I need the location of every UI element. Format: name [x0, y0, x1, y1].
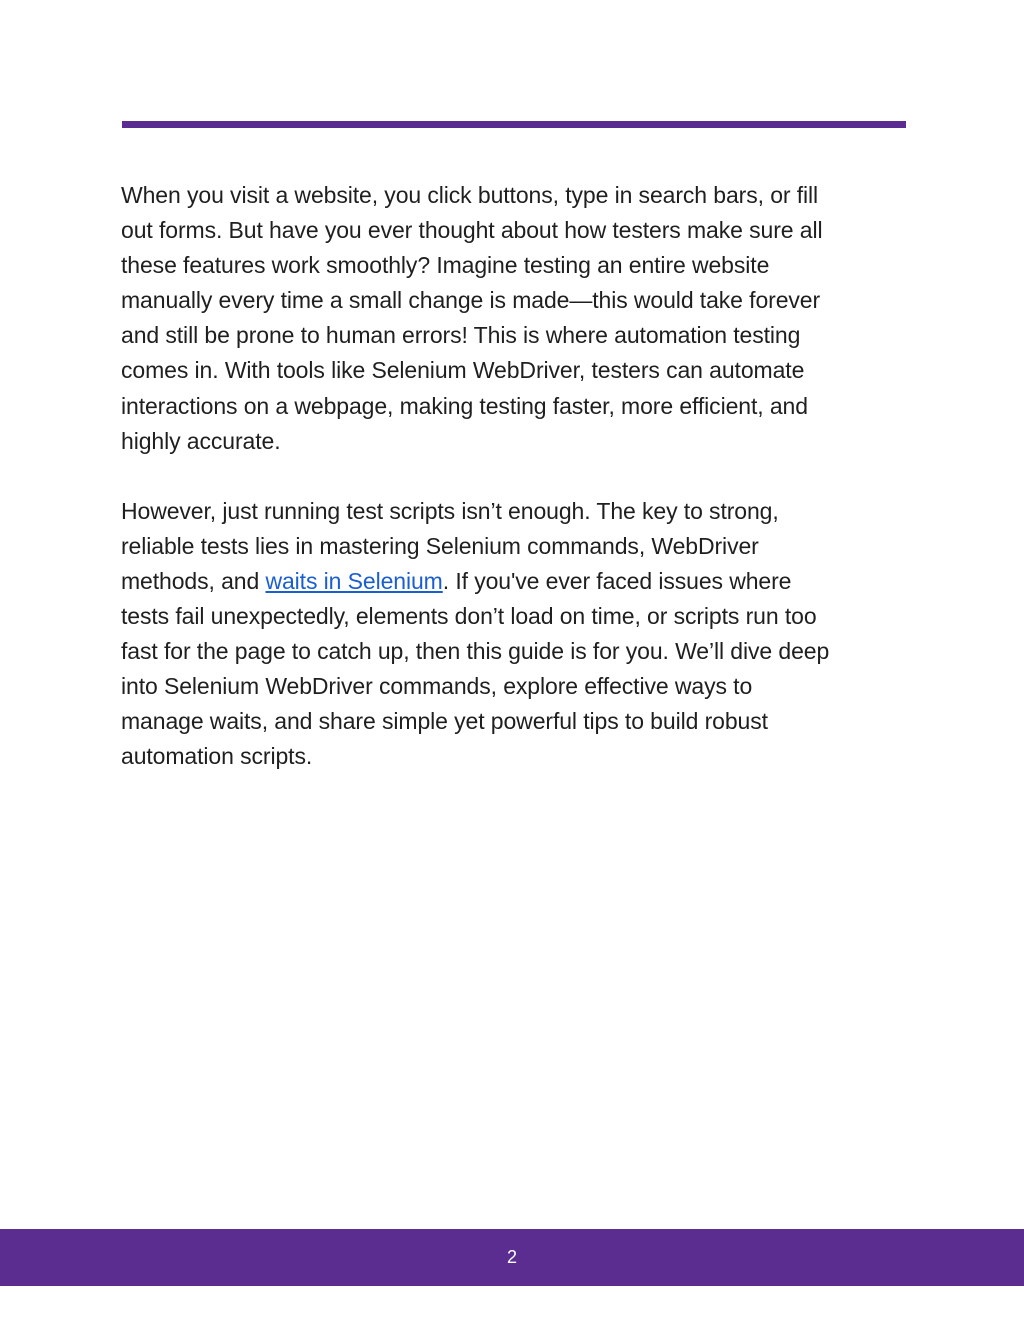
- document-body: [121, 178, 911, 775]
- waits-in-selenium-link[interactable]: waits in Selenium: [265, 567, 443, 594]
- page-number: 2: [506, 1247, 517, 1267]
- intro-paragraph: When you visit a website, you click buttons, type in search bars, or fill out forms. But have you ever thought about how testers make sure all these features work smoothly? Imagine testing an entire website manually every time a small change is made—this would take forever and still be prone to human errors! This is where automation testing comes in. With tools like Selenium WebDriver, testers can automate interactions on a webpage, making testing faster, more efficient, and highly accurate.: [121, 182, 823, 454]
- second-paragraph-text-end: . If you've ever faced issues where tests fail unexpectedly, elements don’t load on time, or scripts run too fast for the page to catch up, then this guide is for you. We’ll dive deep into Selenium WebDriver commands, explore effective ways to manage waits, and share simple yet powerful tips to build robust automation scripts.: [121, 567, 830, 770]
- header-divider: [122, 121, 906, 128]
- second-paragraph: [121, 494, 911, 775]
- page-footer: [0, 1229, 1024, 1286]
- second-paragraph-text-start: However, just running test scripts isn’t enough. The key to strong, reliable tests lies in mastering Selenium commands, WebDriver methods, and: [121, 497, 779, 594]
